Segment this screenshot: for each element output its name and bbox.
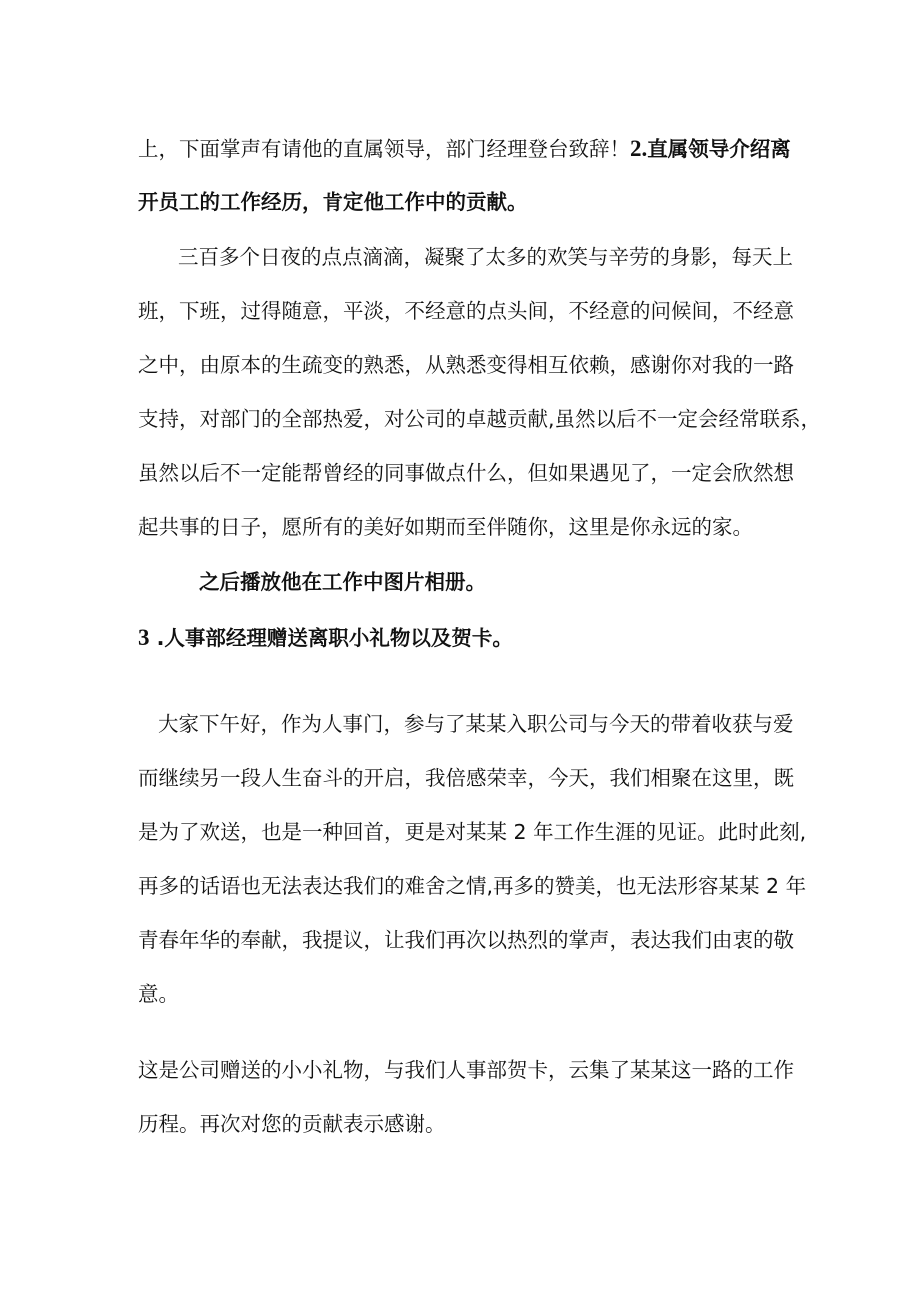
paragraph1-line: 班，下班，过得随意，平淡，不经意的点头间，不经意的问候间，不经意 [138,299,794,323]
paragraph1-line: 之中，由原本的生疏变的熟悉，从熟悉变得相互依赖，感谢你对我的一路 [138,353,794,377]
section2-lead: 上，下面掌声有请他的直属领导，部门经理登台致辞！ [138,137,630,161]
paragraph2-line: 而继续另一段人生奋斗的开启，我倍感荣幸，今天，我们相聚在这里，既 [138,766,794,790]
paragraph1-line: 支持，对部门的全部热爱，对公司的卓越贡献,虽然以后不一定会经常联系， [138,407,822,431]
section3-heading [138,625,513,651]
paragraph2-line: 大家下午好，作为人事门，参与了某某入职公司与今天的带着收获与爱 [158,712,794,736]
paragraph3-line: 历程。再次对您的贡献表示感谢。 [138,1112,446,1136]
paragraph1-line: 起共事的日子，愿所有的美好如期而至伴随你，这里是你永远的家。 [138,515,753,539]
paragraph2-line: 青春年华的奉献，我提议，让我们再次以热烈的掌声，表达我们由衷的敬 [138,928,794,952]
paragraph1-line: 虽然以后不一定能帮曾经的同事做点什么，但如果遇见了，一定会欣然想 [138,461,794,485]
paragraph2-line: 是为了欢送，也是一种回首，更是对某某 2 年工作生涯的见证。此时此刻, [138,820,807,844]
section2-number: 2. [630,136,648,161]
section3-heading-text: .人事部经理赠送离职小礼物以及贺卡。 [149,626,513,650]
paragraph1-line: 三百多个日夜的点点滴滴，凝聚了太多的欢笑与辛劳的身影，每天上 [178,245,793,269]
photo-album-note: 之后播放他在工作中图片相册。 [199,570,486,594]
paragraph3-line: 这是公司赠送的小小礼物，与我们人事部贺卡，云集了某某这一路的工作 [138,1058,794,1082]
paragraph2-line: 意。 [138,982,179,1006]
section2-heading-line1 [138,136,791,162]
section2-heading-line2: 开员工的工作经历，肯定他工作中的贡献。 [138,190,528,214]
section3-number: 3 [138,625,150,650]
paragraph2-line: 再多的话语也无法表达我们的难舍之情,再多的赞美，也无法形容某某 2 年 [138,874,807,898]
section2-heading-part1: 直属领导介绍离 [647,137,791,161]
